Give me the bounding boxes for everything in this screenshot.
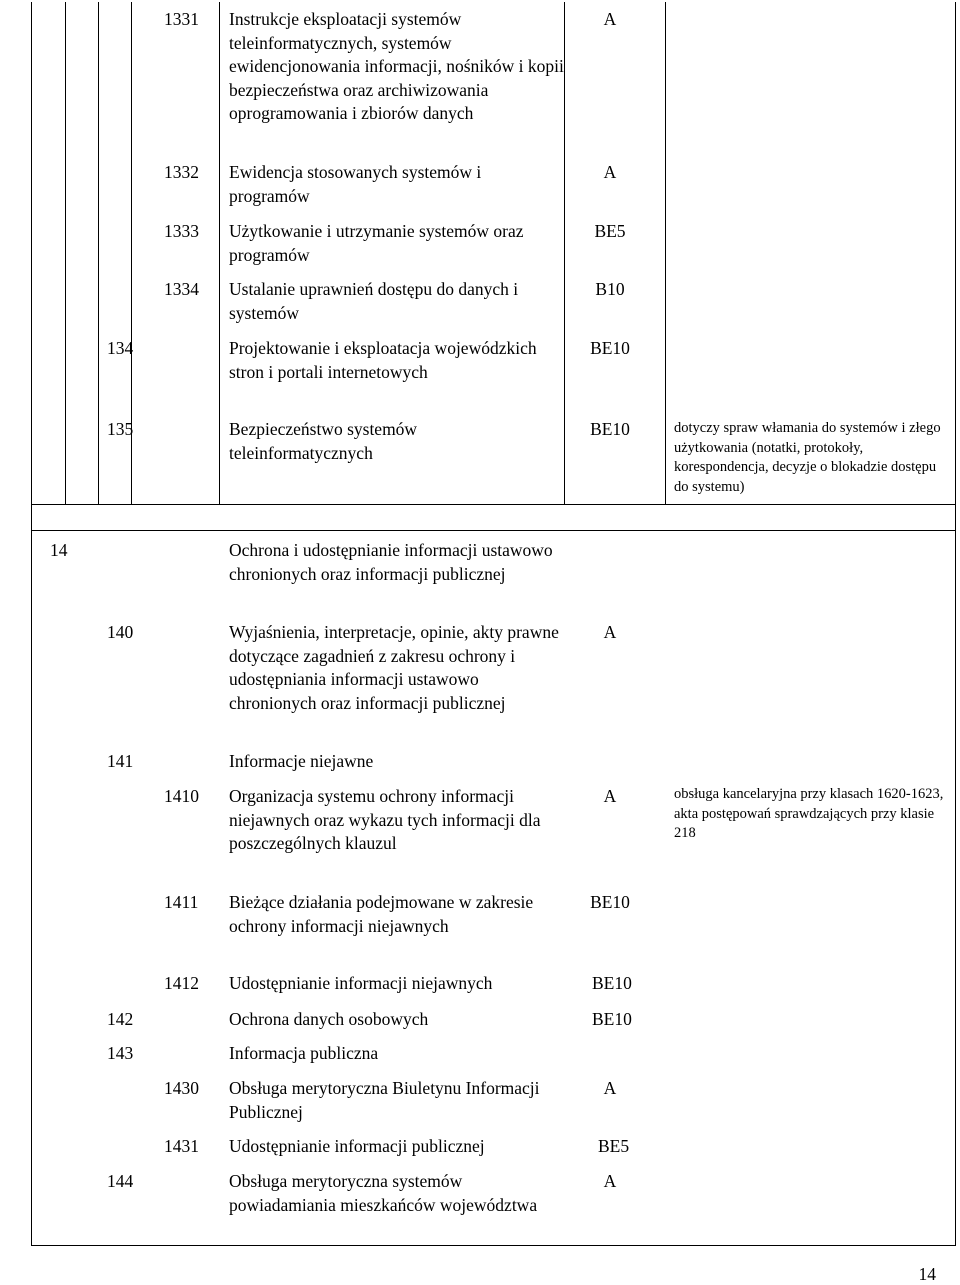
row-code: 140	[107, 622, 134, 642]
row-code: 141	[107, 751, 134, 771]
row-title: Obsługa merytoryczna Biuletynu Informacji Publicznej	[229, 1078, 540, 1122]
row-code: 143	[107, 1043, 134, 1063]
row-code: 1331	[164, 9, 199, 29]
row-category: BE10	[590, 338, 630, 358]
row-code: 1333	[164, 221, 199, 241]
row-category: A	[603, 162, 617, 182]
table-border-right	[955, 2, 956, 1246]
row-title: Informacja publiczna	[229, 1043, 379, 1063]
row-code: 135	[107, 419, 134, 439]
row-code: 1431	[164, 1136, 199, 1156]
column-divider	[665, 2, 666, 504]
row-category: A	[603, 1171, 617, 1191]
row-code: 1430	[164, 1078, 199, 1098]
row-code: 142	[107, 1009, 134, 1029]
row-title: Instrukcje eksploatacji systemów teleinformatycznych, systemów ewidencjonowania informacji, nośników i kopii bezpieczeństwa oraz archiwizowania oprogramowania i zbiorów danych	[229, 9, 564, 123]
row-code: 134	[107, 338, 134, 358]
row-title: Ustalanie uprawnień dostępu do danych i systemów	[229, 279, 519, 323]
table-border-bottom	[31, 1245, 956, 1246]
row-category: BE10	[590, 419, 630, 439]
row-title: Ochrona i udostępnianie informacji ustawowo chronionych oraz informacji publicznej	[229, 540, 553, 584]
page-number: 14	[918, 1264, 936, 1284]
row-code: 1411	[164, 892, 199, 912]
row-category: A	[603, 622, 617, 642]
row-title: Obsługa merytoryczna systemów powiadamiania mieszkańców województwa	[229, 1171, 538, 1215]
row-category: BE10	[592, 1009, 632, 1029]
row-title: Ochrona danych osobowych	[229, 1009, 429, 1029]
row-title: Udostępnianie informacji niejawnych	[229, 973, 493, 993]
row-title: Informacje niejawne	[229, 751, 374, 771]
row-category: BE5	[594, 221, 626, 241]
row-code: 1412	[164, 973, 199, 993]
row-category: A	[603, 786, 617, 806]
row-code: 144	[107, 1171, 134, 1191]
row-title: Ewidencja stosowanych systemów i programów	[229, 162, 482, 206]
row-title: Organizacja systemu ochrony informacji niejawnych oraz wykazu tych informacji dla poszczególnych klauzul	[229, 786, 541, 853]
column-divider	[98, 2, 99, 504]
row-category: A	[603, 1078, 617, 1098]
row-category: BE10	[592, 973, 632, 993]
section-separator-bottom	[31, 530, 956, 531]
row-code: 14	[50, 540, 68, 560]
section-separator-top	[31, 504, 956, 505]
row-code: 1334	[164, 279, 199, 299]
row-title: Udostępnianie informacji publicznej	[229, 1136, 485, 1156]
row-category: BE10	[590, 892, 630, 912]
row-title: Bieżące działania podejmowane w zakresie ochrony informacji niejawnych	[229, 892, 534, 936]
row-title: Użytkowanie i utrzymanie systemów oraz programów	[229, 221, 524, 265]
row-title: Wyjaśnienia, interpretacje, opinie, akty prawne dotyczące zagadnień z zakresu ochrony i udostępniania informacji ustawowo chronionych oraz informacji publicznej	[229, 622, 559, 713]
column-divider	[219, 2, 220, 504]
row-note: obsługa kancelaryjna przy klasach 1620-1623, akta postępowań sprawdzających przy klasie 218	[674, 786, 944, 841]
table-border-left	[31, 2, 32, 1246]
column-divider	[65, 2, 66, 504]
row-note: dotyczy spraw włamania do systemów i złego użytkowania (notatki, protokoły, korespondencja, decyzje o blokadzie dostępu do systemu)	[674, 420, 941, 495]
row-category: B10	[595, 279, 625, 299]
row-code: 1332	[164, 162, 199, 182]
row-category: BE5	[598, 1136, 630, 1156]
row-title: Projektowanie i eksploatacja wojewódzkich stron i portali internetowych	[229, 338, 537, 382]
row-category: A	[603, 9, 617, 29]
row-code: 1410	[164, 786, 199, 806]
row-title: Bezpieczeństwo systemów teleinformatycznych	[229, 419, 418, 463]
